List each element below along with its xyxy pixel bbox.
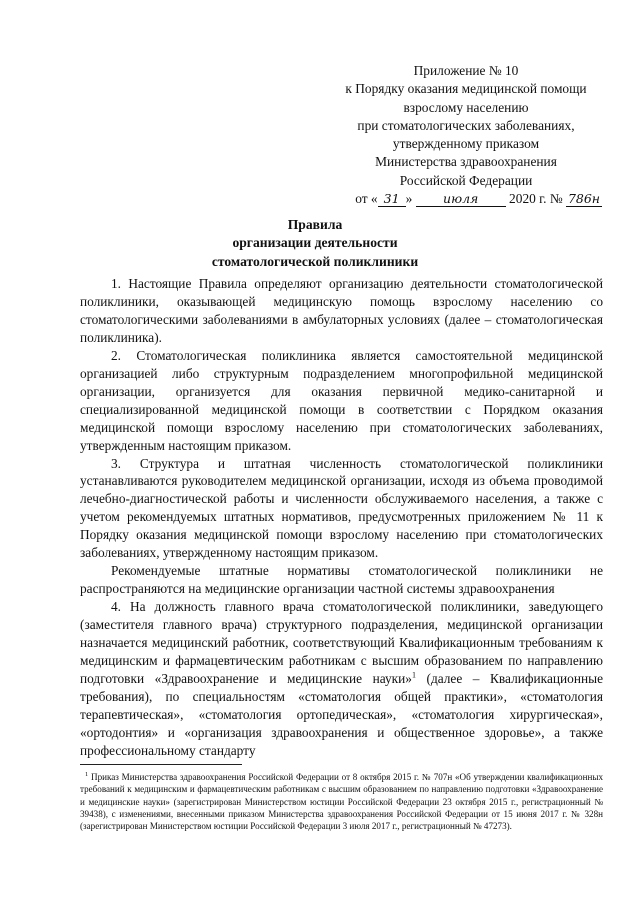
appendix-date-line [330, 190, 602, 208]
footnote [80, 771, 603, 832]
date-prefix: от « [355, 191, 378, 207]
appendix-number: Приложение № 10 [413, 63, 519, 78]
appendix-order-line-1: к Порядку оказания медицинской помощи [345, 81, 587, 97]
appendix-country: Российской Федерации [399, 172, 533, 188]
footnote-body: Приказ Министерства здравоохранения Российской Федерации от 8 октября 2015 г. № 707н «Об утверждении квалификационных требований к медицинским и фармацевтическим работникам с высшим образованием по направлению подготовки «Здравоохранение и медицинские науки» (зарегистрирован Министерством юстиции Российской Федерации 23 октября 2015 г., регистрационный № 39438), с изменениями, внесенными приказом Министерства здравоохранения Российской Федерации от 15 июня 2017 г. № 328н (зарегистрирован Министерством юстиции Российской Федерации 3 июля 2017 г., регистрационный № 47273). [80, 772, 603, 832]
title-line-3: стоматологической поликлиники [211, 253, 419, 269]
footnote-reference: 1 [411, 670, 416, 680]
appendix-order-line-4: утвержденному приказом [392, 136, 540, 152]
appendix-ministry: Министерства здравоохранения [375, 154, 557, 170]
handwritten-order-number: 786н [567, 191, 601, 207]
paragraph-3-note: Рекомендуемые штатные нормативы стоматологической поликлиники не распространяются на медицинские организации частной системы здравоохранения [80, 563, 603, 597]
paragraph-4-part-1: 4. На должность главного врача стоматологической поликлиники, заведующего (заместителя главного врача) структурного подразделения, медицинской организации назначается медицинский работник, соответствующий Квалификационным требованиям к медицинским и фармацевтическим работникам с высшим образованием по направлению подготовки «Здравоохранение и медицинские науки» [80, 599, 603, 686]
paragraph-4 [80, 598, 603, 760]
footnote-mark: 1 [85, 770, 89, 778]
footnote-text [80, 771, 603, 832]
paragraph-1: 1. Настоящие Правила определяют организацию деятельности стоматологической поликлиники, оказывающей медицинскую помощь взрослому населению со стоматологическими заболеваниями в амбулаторных условиях (далее – стоматологическая поликлиника). [80, 276, 603, 345]
paragraph-3: 3. Структура и штатная численность стоматологической поликлиники устанавливаются руководителем медицинской организации, исходя из объема проводимой лечебно-диагностической работы и численности обслуживаемого населения, а также с учетом рекомендуемых штатных нормативов, предусмотренных приложением № 11 к Порядку оказания медицинской помощи взрослому населению при стоматологических заболеваниях, утвержденному настоящим приказом. [80, 455, 603, 561]
footnote-divider [80, 764, 242, 765]
document-title [80, 216, 550, 271]
handwritten-month: июля [416, 192, 506, 207]
document-body [80, 275, 603, 760]
handwritten-day: 31 [378, 192, 406, 207]
title-line-2: организации деятельности [232, 235, 398, 251]
date-year: 2020 г. № [509, 191, 563, 207]
title-line-1: Правила [287, 217, 343, 232]
appendix-order-line-2: взрослому населению [403, 99, 529, 115]
appendix-order-line-3: при стоматологических заболеваниях, [357, 117, 575, 133]
appendix-header [330, 62, 602, 208]
date-mid: » [405, 191, 413, 207]
paragraph-4-part-2: (далее – Квалификационные требования), по специальностям «стоматология общей практики», «стоматология терапевтическая», «стоматология ортопедическая», «стоматология хирургическая», «ортодонтия» и «организация здравоохранения и общественное здоровье», а также профессиональному стандарту [80, 670, 604, 758]
paragraph-2: 2. Стоматологическая поликлиника является самостоятельной медицинской организацией либо структурным подразделением многопрофильной медицинской организации, организуется для оказания первичной медико-санитарной и специализированной медицинской помощи в соответствии с Порядком оказания медицинской помощи взрослому населению при стоматологических заболеваниях, утвержденным настоящим приказом. [80, 347, 603, 453]
